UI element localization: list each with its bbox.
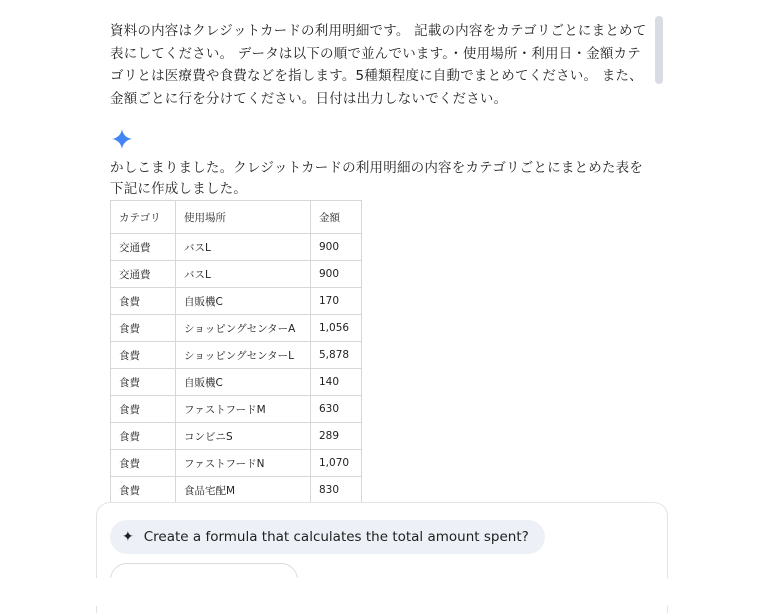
cell-place: ファストフードM — [176, 396, 311, 423]
table-row — [111, 261, 362, 288]
table-row — [111, 450, 362, 477]
chat-scrollbar[interactable] — [655, 16, 663, 84]
user-prompt: 資料の内容はクレジットカードの利用明細です。 記載の内容をカテゴリごとにまとめて表にしてください。 データは以下の順で並んでいます。・使用場所・利用日・金額カテゴリとは医療費や食費などを指します。5種類程度に自動でまとめてください。 また、金額ごとに行を分けてください。日付は出力しないでください。 — [110, 23, 647, 107]
cell-amount: 170 — [311, 288, 362, 315]
table-header-row — [111, 201, 362, 234]
table-row — [111, 396, 362, 423]
cell-place: 食品宅配M — [176, 477, 311, 503]
table-row — [111, 477, 362, 503]
cell-place: 自販機C — [176, 369, 311, 396]
cell-category: 食費 — [111, 396, 176, 423]
table-row — [111, 288, 362, 315]
header-category: カテゴリ — [111, 201, 176, 234]
sparkle-icon: ✦ — [122, 529, 134, 545]
category-table — [110, 200, 362, 502]
cell-category: 食費 — [111, 450, 176, 477]
cell-category: 食費 — [111, 342, 176, 369]
cell-amount: 1,056 — [311, 315, 362, 342]
cell-category: 交通費 — [111, 261, 176, 288]
cell-amount: 289 — [311, 423, 362, 450]
cell-amount: 1,070 — [311, 450, 362, 477]
viewport-bottom-edge — [0, 578, 768, 606]
cell-place: バスL — [176, 261, 311, 288]
table-row — [111, 315, 362, 342]
suggestion-chip-total-formula[interactable] — [110, 520, 545, 554]
table-row — [111, 234, 362, 261]
cell-category: 食費 — [111, 477, 176, 503]
cell-category: 交通費 — [111, 234, 176, 261]
cell-category: 食費 — [111, 288, 176, 315]
cell-amount: 630 — [311, 396, 362, 423]
cell-amount: 5,878 — [311, 342, 362, 369]
cell-place: ショッピングセンターL — [176, 342, 311, 369]
header-place: 使用場所 — [176, 201, 311, 234]
suggestion-label: Create a formula that calculates the total amount spent? — [143, 529, 529, 545]
table-row — [111, 342, 362, 369]
cell-place: ファストフードN — [176, 450, 311, 477]
cell-amount: 140 — [311, 369, 362, 396]
cell-place: 自販機C — [176, 288, 311, 315]
table-row — [111, 423, 362, 450]
cell-place: バスL — [176, 234, 311, 261]
chat-history — [110, 0, 650, 502]
cell-place: ショッピングセンターA — [176, 315, 311, 342]
header-amount: 金額 — [311, 201, 362, 234]
assistant-reply: かしこまりました。クレジットカードの利用明細の内容をカテゴリごとにまとめた表を下記に作成しました。 — [110, 160, 644, 197]
cell-amount: 900 — [311, 234, 362, 261]
table-row — [111, 369, 362, 396]
cell-amount: 830 — [311, 477, 362, 503]
sparkle-icon — [112, 128, 132, 150]
cell-category: 食費 — [111, 315, 176, 342]
cell-amount: 900 — [311, 261, 362, 288]
cell-category: 食費 — [111, 423, 176, 450]
cell-place: コンビニS — [176, 423, 311, 450]
cell-category: 食費 — [111, 369, 176, 396]
